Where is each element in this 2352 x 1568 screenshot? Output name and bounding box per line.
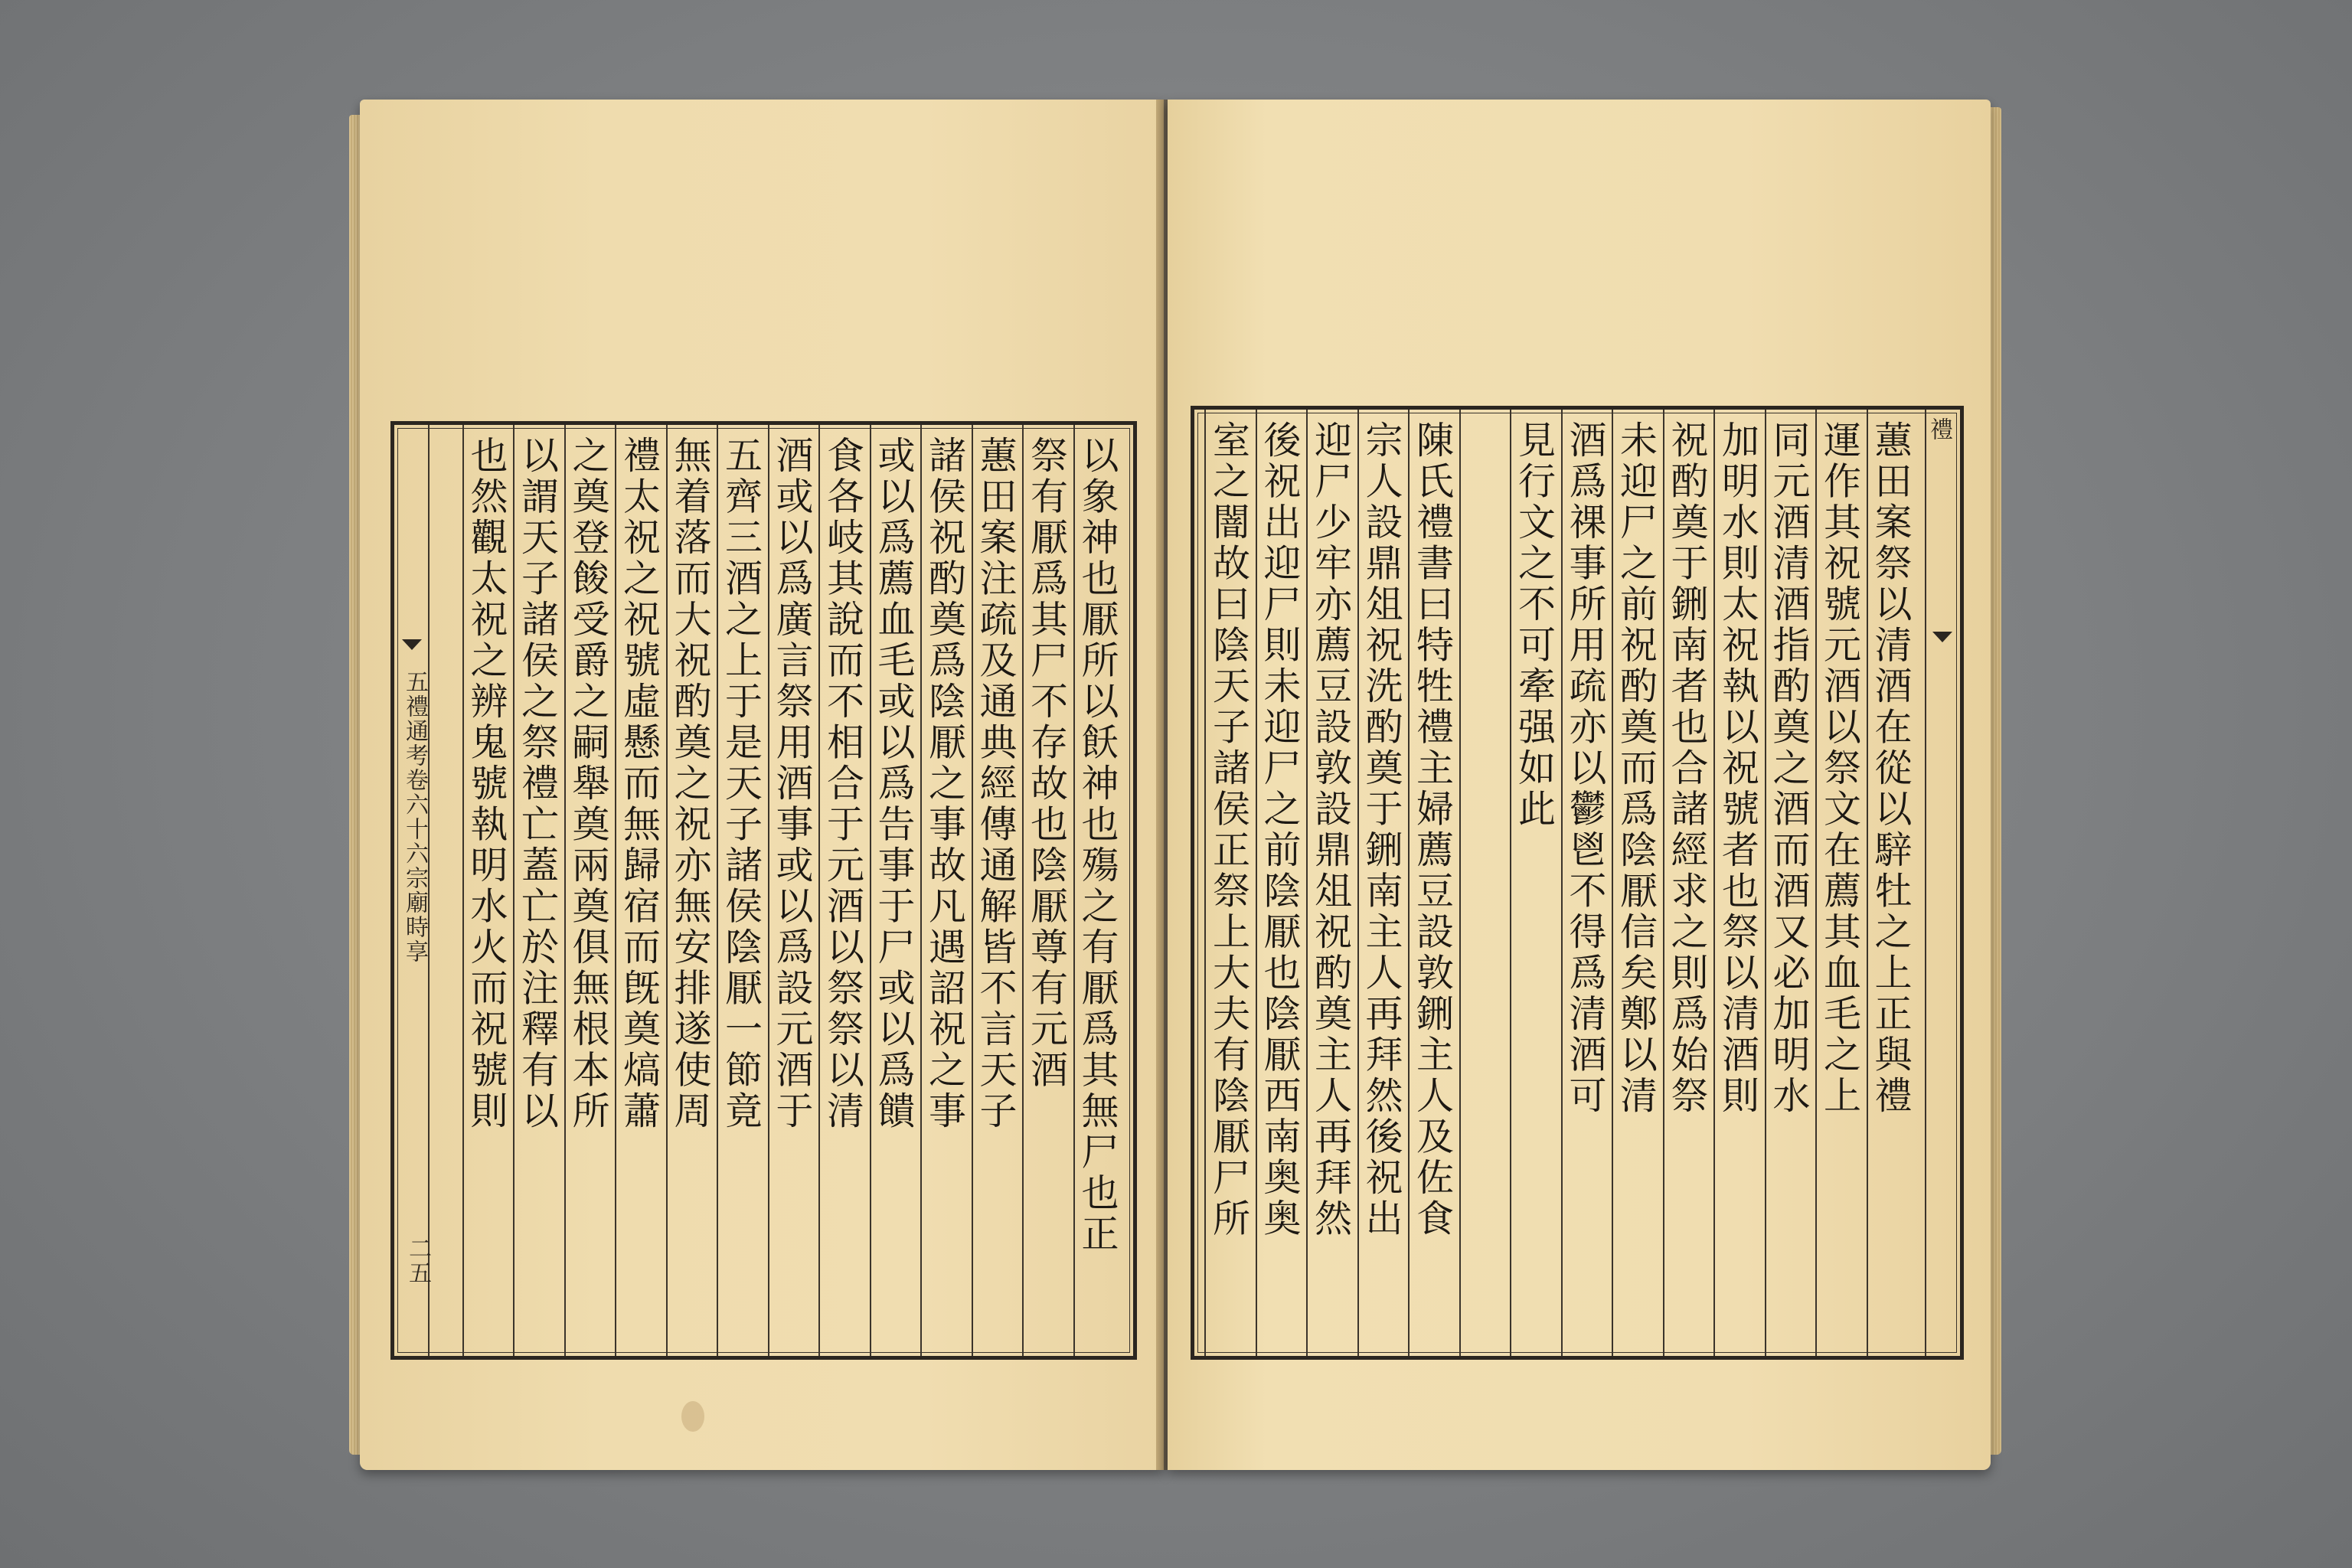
left-folio-number: 二五: [404, 1236, 431, 1285]
text-column: 宗人設鼎俎祝洗酌奠于鉶南主人再拜然後祝出: [1360, 420, 1403, 1240]
text-column: 諸侯祝酌奠爲陰厭之事故凡遇詔祝之事: [923, 436, 967, 1132]
left-page: [360, 100, 1164, 1470]
text-column: 蕙田案祭以清酒在從以騂牡之上正與禮: [1869, 420, 1913, 1117]
right-text-frame: [1191, 406, 1964, 1360]
text-column: 以謂天子諸侯之祭禮亡蓋亡於注釋有以: [515, 436, 560, 1132]
text-column: 祭有厭爲其尸不存故也陰厭尊有元酒: [1024, 436, 1069, 1091]
left-margin-title: 五禮通考卷六十六宗廟時享: [401, 670, 428, 964]
text-column: 祝酌奠于鉶南者也合諸經求之則爲始祭: [1665, 420, 1709, 1117]
right-page: [1168, 100, 1991, 1470]
open-book: [360, 92, 1991, 1485]
text-column: 同元酒清酒指酌奠之酒而酒又必加明水: [1767, 420, 1811, 1117]
text-column: 加明水則太祝執以祝號者也祭以清酒則: [1716, 420, 1760, 1117]
text-column: 室之闇故曰陰天子諸侯正祭上大夫有陰厭尸所: [1207, 420, 1251, 1240]
text-column: 之奠登餕受爵之嗣舉奠兩奠俱無根本所: [567, 436, 610, 1132]
text-column: 酒或以爲廣言祭用酒事或以爲設元酒于: [770, 436, 814, 1132]
left-text-frame: [390, 421, 1137, 1360]
right-margin-title: 禮: [1926, 417, 1952, 442]
text-column: 食各岐其說而不相合于元酒以祭祭以清: [821, 436, 865, 1132]
text-column: 陳氏禮書曰特牲禮主婦薦豆設敦鉶主人及佐食: [1410, 420, 1455, 1240]
text-column: 迎尸少牢亦薦豆設敦設鼎俎祝酌奠主人再拜然: [1308, 420, 1353, 1240]
text-column: 無着落而大祝酌奠之祝亦無安排遂使周: [668, 436, 712, 1132]
text-column: 五齊三酒之上于是天子諸侯陰厭一節竟: [719, 436, 763, 1132]
text-column: 後祝出迎尸則未迎尸之前陰厭也陰厭西南奥奥: [1258, 420, 1302, 1240]
text-column: 也然觀太祝之辨鬼號執明水火而祝號則: [465, 436, 508, 1132]
left-page-edges: [349, 115, 360, 1455]
column-rule: [1459, 410, 1461, 1356]
text-column: 未迎尸之前祝酌奠而爲陰厭信矣鄭以清: [1614, 420, 1658, 1117]
text-column: 禮太祝之祝號虛懸而無歸宿而旣奠熇蕭: [617, 436, 662, 1132]
right-banxin-line: [1925, 410, 1926, 1356]
text-column: 或以爲薦血毛或以爲告事于尸或以爲饋: [872, 436, 916, 1132]
text-column: 運作其祝號元酒以祭文在薦其血毛之上: [1818, 420, 1862, 1117]
text-column: 見行文之不可牽强如此: [1512, 420, 1557, 830]
text-column: 酒爲祼事所用疏亦以鬱鬯不得爲清酒可: [1563, 420, 1607, 1117]
text-column: 以象神也厭所以飫神也殤之有厭爲其無尸也正: [1076, 436, 1119, 1255]
right-page-edges: [1991, 107, 2001, 1455]
text-column: 蕙田案注疏及通典經傳通解皆不言天子: [974, 436, 1018, 1132]
ink-stain: [681, 1401, 704, 1432]
